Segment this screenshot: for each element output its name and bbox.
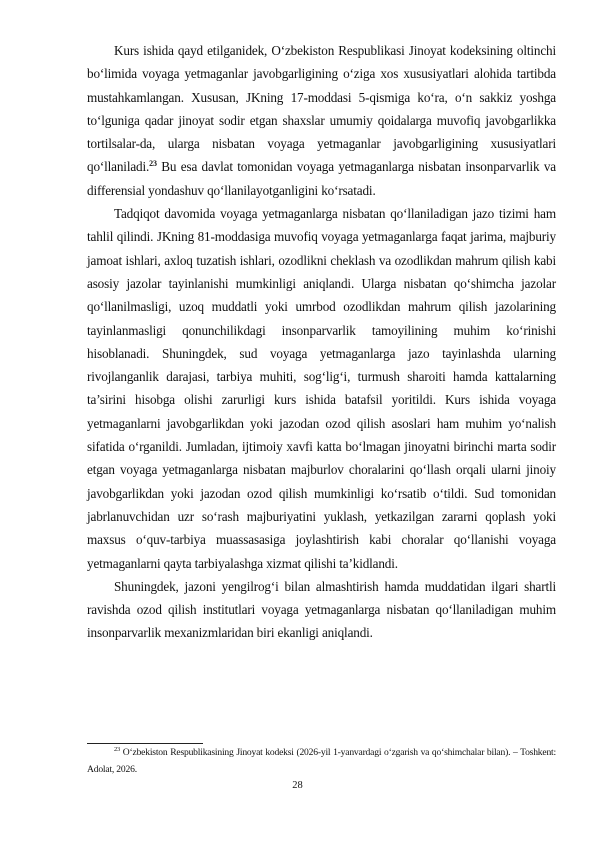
footnote: [87, 745, 556, 778]
body-text: [87, 39, 556, 645]
footnote-text: O‘zbekiston Respublikasining Jinoyat kodeksi (2026-yil 1-yanvardagi o‘zgarish va qo‘shimchalar bilan). – Toshkent: Adolat, 2026.: [87, 747, 556, 775]
paragraph-3: Shuningdek, jazoni yengilrog‘i bilan almashtirish hamda muddatidan ilgari shartli ravishda ozod qilish institutlari voyaga yetmaganlarga nisbatan qo‘llaniladigan muhim insonparvarlik mexanizmlaridan biri ekanligi aniqlandi.: [87, 578, 556, 641]
paragraph-1: [87, 39, 556, 202]
paragraph-1-continuation: Bu esa davlat tomonidan voyaga yetmaganlarga nisbatan insonparvarlik va differensial yondashuv qo‘llanilayotganligini ko‘rsatadi.: [87, 159, 556, 198]
page-number: 28: [292, 780, 303, 791]
footnote-reference[interactable]: 23: [149, 159, 157, 169]
footnote-number: 23: [114, 746, 121, 753]
paragraph-1-text: Kurs ishida qayd etilganidek, O‘zbekiston Respublikasi Jinoyat kodeksining oltinchi bo‘limida voyaga yetmaganlar javobgarligining o‘ziga xos xususiyatlari alohida tartibda mustahkamlangan. Xususan, JKning 17-moddasi 5-qismiga ko‘ra, o‘n sakkiz yoshga to‘lguniga qadar jinoyat sodir etgan shaxslar umumiy qoidalarga muvofiq javobgarlikka tortilsalar-da, ularga nisbatan voyaga yetmaganlar javobgarligining xususiyatlari qo‘llaniladi.: [87, 43, 556, 175]
paragraph-2: Tadqiqot davomida voyaga yetmaganlarga nisbatan qo‘llaniladigan jazo tizimi ham tahlil qilindi. JKning 81-moddasiga muvofiq voyaga yetmaganlarga faqat jarima, majburiy jamoat ishlari, axloq tuzatish ishlari, ozodlikni cheklash va ozodlikdan mahrum qilish kabi asosiy jazolar tayinlanishi mumkinligi aniqlandi. Ularga nisbatan qo‘shimcha jazolar qo‘llanilmasligi, uzoq muddatli yoki umrbod ozodlikdan mahrum qilish jazolarining tayinlanmasligi qonunchilikdagi insonparvarlik tamoyilining muhim ko‘rinishi hisoblanadi. Shuningdek, sud voyaga yetmaganlarga jazo tayinlashda ularning rivojlanganlik darajasi, tarbiya muhiti, sog‘lig‘i, turmush sharoiti hamda kattalarning ta’sirini hisobga olishi zarurligi kurs ishida batafsil yoritildi. Kurs ishida voyaga yetmaganlarni javobgarlikdan yoki jazodan ozod qilish asoslari ham muhim yo‘nalish sifatida o‘rganildi. Jumladan, ijtimoiy xavfi katta bo‘lmagan jinoyatni birinchi marta sodir etgan voyaga yetmaganlarga nisbatan majburlov choralarini qo‘llash orqali ularni jinoiy javobgarlikdan yoki jazodan ozod qilish mumkinligi ko‘rsatib o‘tildi. Sud tomonidan jabrlanuvchidan uzr so‘rash majburiyatini yuklash, yetkazilgan zararni qoplash yoki maxsus o‘quv-tarbiya muassasasiga joylashtirish kabi choralar qo‘llanishi voyaga yetmaganlarni qayta tarbiyalashga xizmat qilishi ta’kidlandi.: [87, 206, 556, 571]
footnote-divider: [87, 743, 203, 744]
